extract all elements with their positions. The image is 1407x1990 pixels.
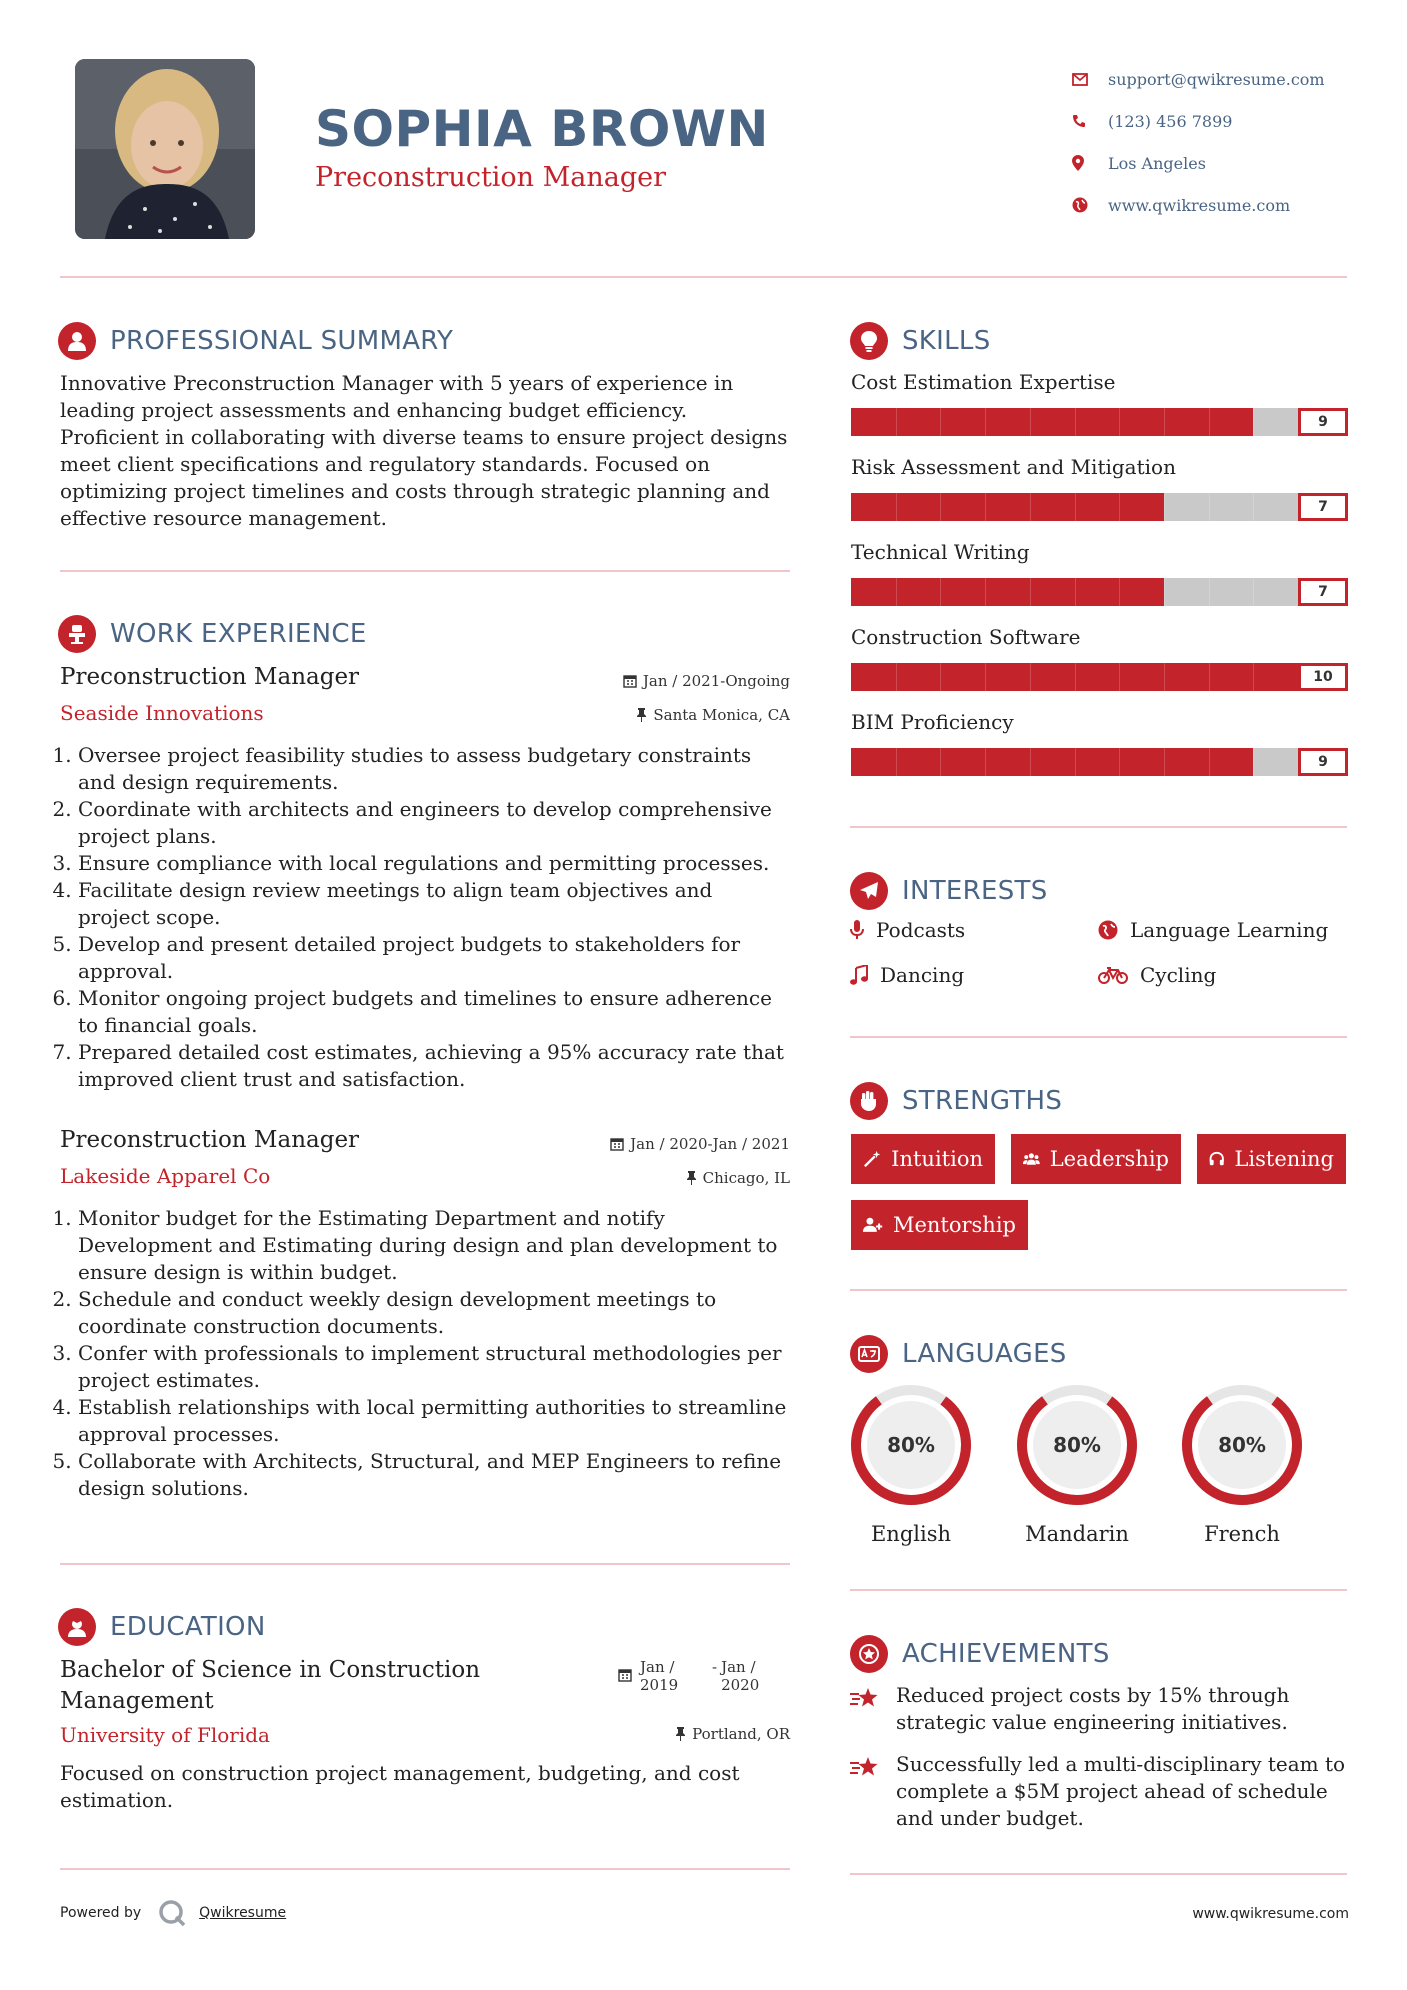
school: University of Florida	[60, 1723, 270, 1747]
languages-heading	[850, 1335, 1067, 1373]
skill-bar	[851, 408, 1298, 436]
achievements-divider	[850, 1873, 1347, 1875]
interest-podcasts	[850, 918, 965, 942]
skill-bar-fill	[851, 408, 1253, 436]
skill-bar-segment	[1164, 408, 1165, 436]
job-1-location-text: Santa Monica, CA	[653, 706, 790, 724]
skill-bar-segment	[1030, 493, 1031, 521]
skill-bar-segment	[1253, 663, 1254, 691]
education-title: EDUCATION	[110, 1612, 266, 1642]
calendar-icon	[618, 1668, 632, 1682]
calendar-icon	[623, 674, 637, 688]
experience-heading	[58, 615, 367, 653]
strengths-divider	[850, 1289, 1347, 1291]
interests-divider	[850, 1036, 1347, 1038]
education-description: Focused on construction project management, budgeting, and cost estimation.	[60, 1761, 740, 1812]
skill-bar-segment	[1209, 578, 1210, 606]
languages-title: LANGUAGES	[902, 1339, 1067, 1369]
list-item: 6. Monitor ongoing project budgets and timelines to ensure adherence to financial goals.	[78, 985, 790, 1039]
skill-bar-segment	[1119, 493, 1120, 521]
skill-bar-fill	[851, 748, 1253, 776]
microphone-icon	[850, 920, 864, 940]
language-item	[1177, 1380, 1307, 1546]
skill-bar	[851, 748, 1298, 776]
user-icon	[58, 322, 96, 360]
paper-plane-icon	[850, 872, 888, 910]
users-icon	[1023, 1149, 1040, 1169]
interest-dancing	[850, 963, 964, 987]
summary-title: PROFESSIONAL SUMMARY	[110, 326, 454, 356]
language-icon	[850, 1335, 888, 1373]
shooting-star-icon	[850, 1755, 882, 1779]
award-icon	[850, 1635, 888, 1673]
skill-bar-segment	[1030, 578, 1031, 606]
skill-level-badge: 7	[1298, 493, 1348, 521]
skill-bar-segment	[940, 408, 941, 436]
contact-block	[1072, 58, 1372, 226]
interests-heading	[850, 872, 1048, 910]
education-heading	[58, 1608, 266, 1646]
skill-bar	[851, 578, 1298, 606]
strength-leadership	[1011, 1134, 1181, 1184]
list-item: 2. Schedule and conduct weekly design development meetings to coordinate construction documents.	[78, 1286, 790, 1340]
job-1-title: Preconstruction Manager	[60, 664, 360, 690]
footer-website[interactable]: www.qwikresume.com	[1192, 1906, 1349, 1922]
education-location-text: Portland, OR	[692, 1725, 790, 1743]
list-item: 4. Facilitate design review meetings to align team objectives and project scope.	[78, 877, 790, 931]
language-item	[846, 1380, 976, 1546]
language-percent: 80%	[1218, 1433, 1266, 1457]
skill-bar-segment	[1164, 493, 1165, 521]
list-item: 5. Collaborate with Architects, Structural, and MEP Engineers to refine design solutions.	[78, 1448, 790, 1502]
bicycle-icon	[1098, 965, 1128, 985]
interest-language-learning	[1098, 918, 1328, 942]
phone-icon	[1072, 114, 1108, 128]
interest-label: Language Learning	[1130, 918, 1329, 942]
achievement-item	[850, 1751, 1350, 1832]
skill-bar-segment	[985, 578, 986, 606]
music-note-icon	[850, 965, 868, 985]
globe-icon	[1098, 920, 1118, 940]
skill-bar-segment	[940, 663, 941, 691]
location-text: Los Angeles	[1108, 153, 1206, 173]
header-divider	[60, 276, 1347, 278]
skill-bar-segment	[940, 493, 941, 521]
skill-bar-segment	[1075, 493, 1076, 521]
skill-bar-fill	[851, 493, 1164, 521]
education-dates: Jan / 2019 - Jan / 2020	[618, 1658, 763, 1694]
calendar-icon	[610, 1137, 624, 1151]
skill-bar-segment	[1030, 663, 1031, 691]
skill-bar-segment	[1209, 493, 1210, 521]
lightbulb-icon	[850, 322, 888, 360]
skill-bar-segment	[896, 663, 897, 691]
skills-heading	[850, 322, 991, 360]
skill-bar	[851, 493, 1298, 521]
skill-bar-segment	[1119, 663, 1120, 691]
job-2-duties	[58, 1205, 790, 1502]
profile-photo	[75, 59, 255, 239]
list-item: 3. Ensure compliance with local regulations and permitting processes.	[78, 850, 790, 877]
skill-bar-segment	[1253, 748, 1254, 776]
strength-listening	[1197, 1134, 1346, 1184]
email-text: support@qwikresume.com	[1108, 69, 1325, 89]
skill-label: Risk Assessment and Mitigation	[851, 455, 1176, 479]
list-item: 2. Coordinate with architects and engineers to develop comprehensive project plans.	[78, 796, 790, 850]
job-2-dates	[500, 1135, 790, 1153]
skill-bar-segment	[1030, 748, 1031, 776]
job-1-dates	[500, 672, 790, 690]
list-item: 1. Monitor budget for the Estimating Department and notify Development and Estimating during design and plan development to ensure design is within budget.	[78, 1205, 790, 1286]
skill-bar-segment	[1075, 408, 1076, 436]
strength-intuition	[851, 1134, 995, 1184]
languages-divider	[850, 1589, 1347, 1591]
summary-divider	[60, 570, 790, 572]
achievement-text: Reduced project costs by 15% through strategic value engineering initiatives.	[896, 1683, 1290, 1734]
achievement-item	[850, 1682, 1350, 1736]
skill-bar-segment	[1119, 408, 1120, 436]
qwikresume-logo-icon	[157, 1898, 187, 1928]
skills-title: SKILLS	[902, 326, 991, 356]
skill-label: Construction Software	[851, 625, 1081, 649]
list-item: 4. Establish relationships with local permitting authorities to streamline approval processes.	[78, 1394, 790, 1448]
user-plus-icon	[863, 1215, 883, 1235]
skill-bar-segment	[1075, 748, 1076, 776]
language-percent: 80%	[1053, 1433, 1101, 1457]
pushpin-icon	[686, 1171, 697, 1185]
website-text: www.qwikresume.com	[1108, 195, 1291, 215]
summary-heading	[58, 322, 453, 360]
degree: Bachelor of Science in Construction Management	[60, 1657, 481, 1714]
fist-icon	[850, 1082, 888, 1120]
skill-bar-segment	[1164, 663, 1165, 691]
strength-label: Listening	[1234, 1147, 1334, 1171]
skill-bar-segment	[1075, 663, 1076, 691]
skill-bar-segment	[940, 578, 941, 606]
powered-by-text: Powered by	[60, 1905, 142, 1921]
achievements-title: ACHIEVEMENTS	[902, 1639, 1110, 1669]
strength-label: Intuition	[891, 1147, 983, 1171]
skill-bar-fill	[851, 578, 1164, 606]
job-2-company: Lakeside Apparel Co	[60, 1164, 271, 1188]
skill-bar	[851, 663, 1298, 691]
list-item: 3. Confer with professionals to implement structural methodologies per project estimates.	[78, 1340, 790, 1394]
job-1-company: Seaside Innovations	[60, 701, 264, 725]
job-2-location	[500, 1169, 790, 1187]
interests-title: INTERESTS	[902, 876, 1048, 906]
job-1-duties	[58, 742, 790, 1093]
skill-bar-segment	[1119, 748, 1120, 776]
graduate-icon	[58, 1608, 96, 1646]
skill-bar-segment	[1030, 408, 1031, 436]
experience-title: WORK EXPERIENCE	[110, 619, 367, 649]
job-2-dates-text: Jan / 2020-Jan / 2021	[630, 1135, 790, 1153]
education-end: Jan / 2020	[721, 1658, 760, 1694]
skill-bar-segment	[1253, 408, 1254, 436]
skill-label: Technical Writing	[851, 540, 1030, 564]
job-2-title: Preconstruction Manager	[60, 1127, 360, 1153]
skill-bar-segment	[1164, 748, 1165, 776]
contact-location	[1072, 142, 1372, 184]
contact-website[interactable]	[1072, 184, 1372, 226]
skill-bar-segment	[1209, 748, 1210, 776]
skills-divider	[850, 826, 1347, 828]
education-location	[500, 1725, 790, 1743]
job-1-dates-text: Jan / 2021-Ongoing	[642, 672, 790, 690]
language-ring	[846, 1380, 976, 1510]
skill-bar-segment	[1164, 578, 1165, 606]
job-1-location	[500, 706, 790, 724]
phone-text: (123) 456 7899	[1108, 111, 1233, 131]
job-2-location-text: Chicago, IL	[702, 1169, 790, 1187]
skill-level-badge: 9	[1298, 748, 1348, 776]
language-name: English	[870, 1522, 952, 1546]
strength-mentorship	[851, 1200, 1028, 1250]
list-item: 7. Prepared detailed cost estimates, achieving a 95% accuracy rate that improved client trust and satisfaction.	[78, 1039, 790, 1093]
contact-phone[interactable]	[1072, 100, 1372, 142]
list-item: 5. Develop and present detailed project budgets to stakeholders for approval.	[78, 931, 790, 985]
education-start: Jan / 2019	[640, 1658, 679, 1694]
skill-bar-segment	[896, 578, 897, 606]
skill-bar-segment	[985, 748, 986, 776]
strengths-title: STRENGTHS	[902, 1086, 1063, 1116]
interest-label: Cycling	[1140, 963, 1217, 987]
language-name: Mandarin	[1025, 1522, 1129, 1546]
skill-bar-segment	[1119, 578, 1120, 606]
skill-level-badge: 9	[1298, 408, 1348, 436]
language-ring	[1177, 1380, 1307, 1510]
interest-cycling	[1098, 963, 1216, 987]
skill-bar-segment	[896, 748, 897, 776]
skill-bar-segment	[896, 408, 897, 436]
achievements-heading	[850, 1635, 1110, 1673]
shooting-star-icon	[850, 1686, 882, 1710]
interest-label: Dancing	[880, 963, 965, 987]
candidate-name: SOPHIA BROWN	[315, 100, 769, 158]
skill-label: BIM Proficiency	[851, 710, 1014, 734]
language-percent: 80%	[887, 1433, 935, 1457]
skill-bar-segment	[1253, 493, 1254, 521]
skill-bar-segment	[985, 663, 986, 691]
pushpin-icon	[675, 1727, 686, 1741]
map-pin-icon	[1072, 155, 1108, 171]
strength-label: Mentorship	[892, 1213, 1016, 1237]
strength-label: Leadership	[1049, 1147, 1169, 1171]
envelope-icon	[1072, 73, 1108, 86]
globe-icon	[1072, 197, 1108, 213]
candidate-title: Preconstruction Manager	[315, 162, 667, 193]
summary-text: Innovative Preconstruction Manager with 5 years of experience in leading project assessments and enhancing budget efficiency. Proficient in collaborating with diverse teams to ensure project designs meet client specifications and regulatory standards. Focused on optimizing project timelines and costs through strategic planning and effective resource management.	[60, 371, 788, 530]
skill-bar-segment	[1075, 578, 1076, 606]
education-divider	[60, 1868, 790, 1870]
skill-bar-segment	[896, 493, 897, 521]
skill-bar-segment	[1253, 578, 1254, 606]
skill-bar-segment	[940, 748, 941, 776]
achievement-text: Successfully led a multi-disciplinary team to complete a $5M project ahead of schedule and under budget.	[896, 1752, 1346, 1830]
skill-bar-segment	[1209, 408, 1210, 436]
skill-bar-segment	[1209, 663, 1210, 691]
footer-powered-by	[60, 1898, 286, 1928]
strengths-heading	[850, 1082, 1062, 1120]
list-item: 1. Oversee project feasibility studies to assess budgetary constraints and design requirements.	[78, 742, 790, 796]
pushpin-icon	[636, 708, 647, 722]
contact-email[interactable]	[1072, 58, 1372, 100]
podium-icon	[58, 615, 96, 653]
language-name: French	[1204, 1522, 1280, 1546]
language-item	[1012, 1380, 1142, 1546]
skill-level-badge: 7	[1298, 578, 1348, 606]
interest-label: Podcasts	[876, 918, 966, 942]
experience-divider	[60, 1563, 790, 1565]
headphones-icon	[1209, 1149, 1224, 1169]
skill-level-badge: 10	[1298, 663, 1348, 691]
language-ring	[1012, 1380, 1142, 1510]
brand-link[interactable]: Qwikresume	[199, 1905, 287, 1921]
skill-bar-segment	[985, 408, 986, 436]
skill-bar-segment	[985, 493, 986, 521]
magic-wand-icon	[863, 1149, 881, 1169]
skill-label: Cost Estimation Expertise	[851, 370, 1116, 394]
